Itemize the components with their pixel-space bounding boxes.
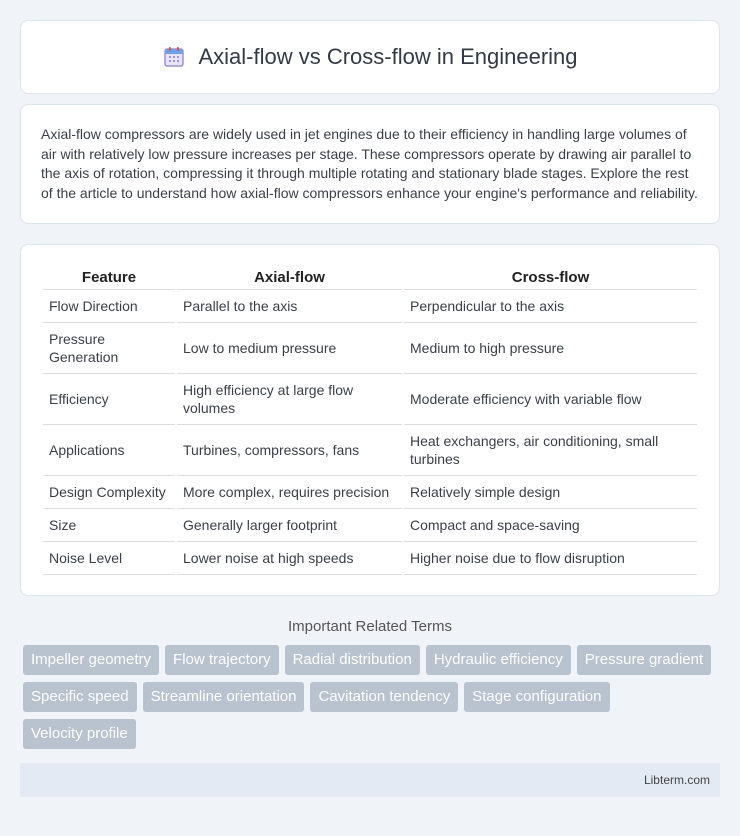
comparison-table (41, 267, 699, 575)
term-tag[interactable]: Cavitation tendency (310, 682, 458, 712)
table-cell: Compact and space-saving (404, 509, 697, 542)
term-tag[interactable]: Stage configuration (464, 682, 609, 712)
table-cell: Heat exchangers, air conditioning, small turbines (404, 425, 697, 476)
table-cell: Perpendicular to the axis (404, 290, 697, 323)
title-card (20, 20, 720, 94)
table-row (43, 476, 697, 509)
term-tag[interactable]: Flow trajectory (165, 645, 279, 675)
column-header-feature: Feature (43, 267, 175, 290)
term-tag[interactable]: Velocity profile (23, 719, 136, 749)
term-tag[interactable]: Streamline orientation (143, 682, 305, 712)
table-cell: Parallel to the axis (177, 290, 402, 323)
table-cell: Design Complexity (43, 476, 175, 509)
table-cell: Efficiency (43, 374, 175, 425)
column-header-axial-flow: Axial-flow (177, 267, 402, 290)
footer (20, 763, 720, 797)
table-cell: Noise Level (43, 542, 175, 575)
related-terms-tags (20, 645, 720, 749)
intro-card (20, 104, 720, 224)
related-terms-section (20, 618, 720, 749)
term-tag[interactable]: Specific speed (23, 682, 137, 712)
table-cell: Low to medium pressure (177, 323, 402, 374)
table-cell: Lower noise at high speeds (177, 542, 402, 575)
table-cell: Turbines, compressors, fans (177, 425, 402, 476)
comparison-table-card (20, 244, 720, 596)
table-cell: Moderate efficiency with variable flow (404, 374, 697, 425)
table-row (43, 509, 697, 542)
table-cell: High efficiency at large flow volumes (177, 374, 402, 425)
table-cell: Medium to high pressure (404, 323, 697, 374)
term-tag[interactable]: Radial distribution (285, 645, 420, 675)
calendar-icon (162, 45, 186, 69)
table-cell: Higher noise due to flow disruption (404, 542, 697, 575)
table-row (43, 290, 697, 323)
intro-text: Axial-flow compressors are widely used in jet engines due to their efficiency in handling large volumes of air with relatively low pressure increases per stage. These compressors operate by drawing air parallel to the axis of rotation, compressing it through multiple rotating and stationary blade stages. Explore the rest of the article to understand how axial-flow compressors enhance your engine's performance and reliability. (41, 126, 698, 201)
column-header-cross-flow: Cross-flow (404, 267, 697, 290)
footer-site-link[interactable]: Libterm.com (643, 773, 710, 787)
table-cell: Applications (43, 425, 175, 476)
term-tag[interactable]: Impeller geometry (23, 645, 159, 675)
table-cell: Flow Direction (43, 290, 175, 323)
term-tag[interactable]: Pressure gradient (577, 645, 711, 675)
table-row (43, 374, 697, 425)
related-terms-heading: Important Related Terms (288, 618, 452, 635)
table-row (43, 323, 697, 374)
table-row (43, 542, 697, 575)
term-tag[interactable]: Hydraulic efficiency (426, 645, 571, 675)
table-header-row (43, 267, 697, 290)
table-cell: Relatively simple design (404, 476, 697, 509)
page-title: Axial-flow vs Cross-flow in Engineering (198, 44, 578, 69)
table-cell: Generally larger footprint (177, 509, 402, 542)
table-row (43, 425, 697, 476)
table-cell: More complex, requires precision (177, 476, 402, 509)
table-cell: Size (43, 509, 175, 542)
table-cell: Pressure Generation (43, 323, 175, 374)
